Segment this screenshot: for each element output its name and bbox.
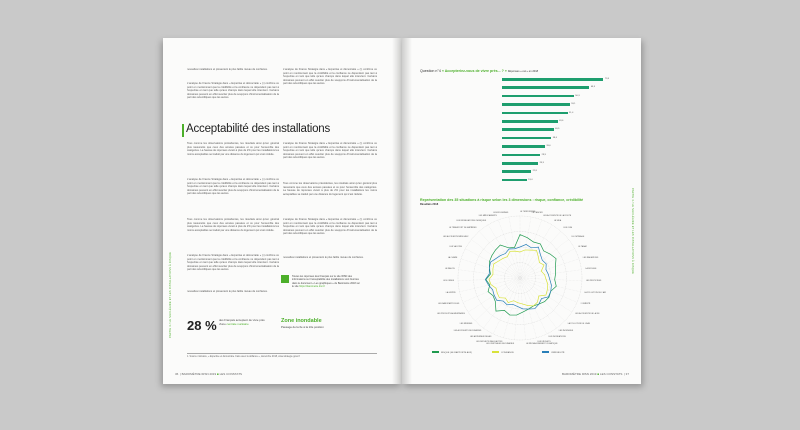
legend-confidence: CONFIANCE xyxy=(492,351,514,354)
left-side-label: PARTIE 4 / LE NUCLÉAIRE ET LES INSTALLATIONS À RISQUE xyxy=(169,251,172,338)
right-col-top: L'analyse de France Stratégie dans « Expertise et démocratie » (¹) confirme ce point en mentionnant que la crédibilité et la confiance ne dépendent pas tant à l'expertise en tant que telle qu'aux champs dans lequel elle intervient. Certains domaines peuvent en effet susciter plus de soupçons d'instrumentalisation de la part des scientifiques que les autres. xyxy=(283,68,377,86)
radar-title: Représentation des 35 situations à risque selon les 3 dimensions : risque, confiance, crédibilité xyxy=(420,198,584,202)
radar-series-confidence xyxy=(489,250,548,306)
radar-spoke xyxy=(479,231,520,278)
bar-value: 43,6 xyxy=(559,120,564,122)
radar-axis-label: LE RÉCHAUFFEMENT CLIMATIQUE xyxy=(525,342,558,345)
bar-value: 38,6 xyxy=(552,136,557,139)
radar-axis-label: LES ACCIDENTS MÉDICAUX xyxy=(442,235,469,238)
bar-value: 29,9 xyxy=(541,153,546,156)
stat-value: 28 % xyxy=(187,318,217,333)
radar-axis-label: LES ACCIDENTS DE LA VIE xyxy=(575,313,600,316)
bar-value: 56,3 xyxy=(575,94,580,97)
callout-text: Toutes les réponses des Français sur le site IRSN des informations sur l'acceptabilité des installations sont fournies dans le document « Les graphiques » du Baromètre 2018 sur le site https://barometre.irsn.fr xyxy=(292,275,360,288)
radar-axis-label: LES MÉDICAMENTS xyxy=(478,215,497,218)
radar-spoke xyxy=(520,217,531,278)
info-callout xyxy=(281,275,361,299)
info-icon xyxy=(281,275,289,283)
radar-axis-label: LES OGM xyxy=(563,227,573,230)
left-body-col2: L'analyse de France Stratégie dans « Expertise et démocratie » (¹) confirme ce point en mentionnant que la crédibilité et la confiance ne dépendent pas tant à l'expertise en tant que telle qu'aux champs dans lequel elle intervient. Certains domaines peuvent en effet susciter plus de soupçons d'instrumentalisation de la part des scientifiques que les autres. xyxy=(283,142,377,160)
heading-accent-bar xyxy=(182,124,184,137)
legend-risk: RISQUE (SE RAPPORTE AUX) xyxy=(432,351,472,354)
callout-link[interactable]: https://barometre.irsn.fr xyxy=(299,284,326,288)
zone-title: Zone inondable xyxy=(281,318,322,324)
radar-spoke xyxy=(520,220,542,278)
radar-axis-label: LES ÉOLIENNES xyxy=(493,212,509,215)
radar-axis-label: LES PRODUITS ALIMENTAIRES xyxy=(436,313,465,316)
left-body-col2d: nouvelles installations et présentent le plus faible niveau de confiance. xyxy=(283,256,364,259)
bar-value: 68,5 xyxy=(590,86,596,89)
radar-spoke xyxy=(475,278,520,321)
radar-axis-label: LES ONDES xyxy=(443,279,455,282)
footnote: 1. Source ministère, « Expertise et démocratie. Faire avec la défiance », décembre 2018, www.strategie.gouv.fr xyxy=(187,353,377,358)
left-page xyxy=(163,38,402,384)
bar-value: 28,3 xyxy=(539,162,544,164)
radar-axis-label: LE SIDA xyxy=(553,220,562,223)
radar-axis-label: LA POLLUTION DE L'AIR xyxy=(584,291,607,294)
radar-spoke xyxy=(520,278,556,328)
radar-spoke xyxy=(520,278,565,321)
radar-axis-label: LE TERRORISME xyxy=(520,211,536,213)
radar-axis-label: L'OBÉSITÉ xyxy=(580,302,591,305)
radar-spoke xyxy=(520,278,536,338)
radar-spoke xyxy=(520,278,577,302)
bar-value: 79,5 xyxy=(604,78,610,80)
left-body-col1b: L'analyse de France Stratégie dans « Expertise et démocratie » (¹) confirme ce point en mentionnant que la crédibilité et la confiance ne dépendent pas tant à l'expertise en tant que telle qu'aux champs dans lequel elle intervient. Certains domaines peuvent en effet susciter plus de soupçons d'instrumentalisation de la part des scientifiques que les autres. xyxy=(187,178,279,196)
left-body-p1: L'analyse de France Stratégie dans « Expertise et démocratie » (¹) confirme ce point en mentionnant que la crédibilité et la confiance ne dépendent pas tant à l'expertise en tant que telle qu'aux champs dans lequel elle intervient. Certains domaines peuvent en effet susciter plus de soupçons d'instrumentalisation de la part des scientifiques que les autres. xyxy=(187,82,279,100)
radar-axis-label: LES DÉCHETS xyxy=(537,340,551,343)
radar-axis-label: LES NANOPARTICULES xyxy=(438,302,460,305)
radar-axis-label: LES CENTRALES NUCLÉAIRES xyxy=(486,342,515,345)
bar-value: 53,1 xyxy=(571,103,576,106)
left-body-col1e: nouvelles installations et présentent le plus faible niveau de confiance. xyxy=(187,290,268,293)
radar-axis-label: LE TABAC xyxy=(578,245,588,248)
left-body-col1: Tous comme les observations précédentes, les résultats ainsi qu'en général plus rassurants que ceux des années passées et ce pour l'ensemble des catégories. La hausse de réponses vivant à plus de 2% pour les installations les moins acceptables se traduit par une distance du logement qui s'est réduite. xyxy=(187,142,279,156)
left-footer: 36 | BAROMÈTRE IRSN 2019 ■ LES CONSTATS xyxy=(175,372,243,376)
radar-subtitle: Résultats 2018 xyxy=(420,203,439,206)
brochure-spread xyxy=(163,38,641,384)
radar-spoke xyxy=(520,270,581,278)
radar-series-credibility xyxy=(485,244,551,309)
radar-axis-label: LES VACCINS xyxy=(449,245,462,248)
radar-axis-label: LE CANCER xyxy=(531,212,543,215)
radar-axis-label: LES RADIATIONS xyxy=(582,256,599,259)
radar-axis-label: LE RADON xyxy=(444,268,455,271)
stat-text: des Français acceptent de vivre près d'une centrale nucléaire xyxy=(219,318,265,326)
bar-value: 40,5 xyxy=(555,128,560,131)
question-title: Question n°4 « Accepteriez-vous de vivre près... ? » Réponses « oui » en 2018 xyxy=(420,69,539,73)
legend-credibility: CRÉDIBILITÉ xyxy=(542,351,565,354)
section-heading: Acceptabilité des installations xyxy=(186,123,331,135)
left-top-text: nouvelles installations et présentent le plus faible niveau de confiance. xyxy=(187,68,268,71)
radar-spoke xyxy=(504,278,520,338)
radar-axis-label: LES SÉISMES xyxy=(459,322,473,325)
radar-axis-label: LES INCENDIES xyxy=(558,330,574,333)
radar-axis-label: LES INONDATIONS xyxy=(548,336,566,339)
left-body-col2c: L'analyse de France Stratégie dans « Expertise et démocratie » (¹) confirme ce point en mentionnant que la crédibilité et la confiance ne dépendent pas tant à l'expertise en tant que telle qu'aux champs dans lequel elle intervient. Certains domaines peuvent en effet susciter plus de soupçons d'instrumentalisation de la part des scientifiques que les autres. xyxy=(283,218,377,236)
right-page xyxy=(402,38,641,384)
zone-sub: Passage de la 6e à la 10e position xyxy=(281,325,324,329)
right-side-label: PARTIE 4 / LE NUCLÉAIRE ET LES INSTALLATIONS À RISQUE xyxy=(631,188,634,275)
radar-axis-label: LA POLLUTION DE L'EAU xyxy=(567,322,591,325)
bar-value: 19,4 xyxy=(528,178,533,181)
radar-axis-label: LES ANTENNES RELAIS xyxy=(469,336,492,339)
radar-axis-label: LES ACCIDENTS DE LA ROUTE xyxy=(543,215,572,218)
radar-axis-label: LA CHIMIE xyxy=(447,256,458,259)
radar-axis-label: LES INSTALLATIONS CHIMIQUES xyxy=(456,220,487,223)
radar-axis-label: LA GRIPPE xyxy=(445,291,456,294)
radar-spoke xyxy=(514,278,520,340)
left-body-col1d: L'analyse de France Stratégie dans « Expertise et démocratie » (¹) confirme ce point en mentionnant que la crédibilité et la confiance ne dépendent pas tant à l'expertise en tant que telle qu'aux champs dans lequel elle intervient. Certains domaines peuvent en effet susciter plus de soupçons d'instrumentalisation de la part des scientifiques que les autres. xyxy=(187,254,279,272)
radar-spoke xyxy=(463,278,520,302)
bar-value: 51,4 xyxy=(569,111,574,114)
radar-axis-label: LES ACCIDENTS NUCLÉAIRES xyxy=(453,330,482,333)
bar-value: 33,6 xyxy=(546,145,551,148)
left-body-col1c: Tous comme les observations précédentes, les résultats ainsi qu'en général plus rassurants que ceux des années passées et ce pour l'ensemble des catégories. La hausse de réponses vivant à plus de 2% pour les installations les moins acceptables se traduit par une distance du logement qui s'est réduite. xyxy=(187,218,279,232)
radar-axis-label: LES DÉCHETS RADIOACTIFS xyxy=(476,340,503,343)
radar-axis-label: LE TRANSPORT DE MATIÈRES xyxy=(448,227,477,230)
bar-value: 22,8 xyxy=(532,170,537,173)
radar-axis-label: LA DROGUE xyxy=(585,268,597,271)
radar-axis-label: LE CHÔMAGE xyxy=(571,235,585,238)
radar-spoke xyxy=(520,259,579,278)
radar-axis-label: LES PESTICIDES xyxy=(585,279,602,282)
left-body-col2b: Tous comme les observations précédentes, les résultats ainsi qu'en général plus rassurants que ceux des années passées et ce pour l'ensemble des catégories. La hausse de réponses vivant à plus de 2% pour les installations les moins acceptables se traduit par une distance du logement qui s'est réduite. xyxy=(283,182,377,196)
right-footer: BAROMÈTRE IRSN 2019 ■ LES CONSTATS | 37 xyxy=(561,372,629,376)
